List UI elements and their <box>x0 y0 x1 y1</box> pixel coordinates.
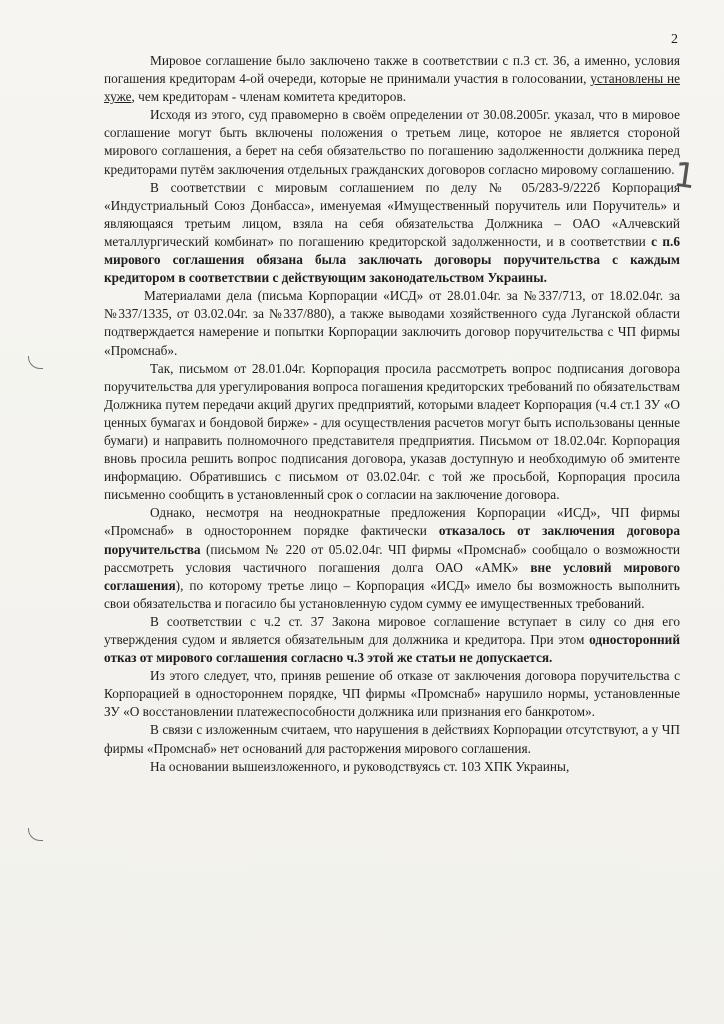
paragraph-p5 <box>104 360 680 505</box>
text-run: На основании вышеизложенного, и руководствуясь ст. 103 ХПК Украины, <box>150 758 570 774</box>
paragraph-p9 <box>104 721 680 757</box>
text-run: Мировое соглашение было заключено также в соответствии с п.3 ст. 36, а именно, условия погашения кредиторам 4-ой очереди, которые не принимали участия в голосовании, <box>104 53 680 87</box>
paragraph-p4 <box>104 287 680 359</box>
text-run: Исходя из этого, суд правомерно в своём определении от 30.08.2005г. указал, что в мировое соглашение могут быть включены положения о третьем лице, которое не является стороной мирового соглашения, а берет на себя обязательство по погашению задолженности должника перед кредиторами путём заключения отдельных гражданских договоров согласно мировому соглашению. <box>104 107 680 177</box>
paragraph-p7 <box>104 613 680 667</box>
text-run: Из этого следует, что, приняв решение об отказе от заключения договора поручительства с Корпорацией в одностороннем порядке, ЧП фирмы «Промснаб» нарушило нормы, установленные ЗУ «О восстановлении платежеспособности должника или признания его банкротом». <box>104 668 680 720</box>
page-number: 2 <box>671 32 678 47</box>
document-body <box>104 52 680 776</box>
margin-bracket-mark <box>28 356 43 369</box>
text-run: отказалось от заключения договора поручительства <box>104 523 680 557</box>
margin-annotation: 1 <box>671 154 699 198</box>
paragraph-p8 <box>104 667 680 721</box>
text-run: вне условий мирового соглашения <box>104 559 680 593</box>
text-run: , чем кредиторам - членам комитета кредиторов. <box>131 89 407 105</box>
paragraph-p10 <box>104 758 680 776</box>
paragraph-p1 <box>104 52 680 106</box>
text-run: установлены не хуже <box>104 71 680 105</box>
text-run: Так, письмом от 28.01.04г. Корпорация просила рассмотреть вопрос подписания договора поручительства для урегулирования вопроса погашения кредиторских требований по обязательствам Должника путем передачи акций других предприятий, которыми владеет Корпорация (ч.4 ст.1 ЗУ «О ценных бумагах и бондовой бирже» - для осуществления расчетов могут быть использованы ценные бумаги) и направить полномочного представителя предприятия. Письмом от 18.02.04г. Корпорация вновь просила решить вопрос подписания договора, указав доступную и необходимую об эмитенте информацию. Обратившись с письмом от 03.02.04г. с той же просьбой, Корпорация просила письменно сообщить в установленный срок о согласии на заключение договора. <box>104 360 680 503</box>
text-run: ), по которому третье лицо – Корпорация «ИСД» имело бы возможность выполнить свои обязательства и погасило бы установленную судом сумму ее имущественных требований. <box>104 577 680 611</box>
text-run: В соответствии с ч.2 ст. 37 Закона мировое соглашение вступает в силу со дня его утверждения судом и является обязательным для должника и кредитора. При этом <box>104 613 680 647</box>
paragraph-p2 <box>104 106 680 178</box>
text-run: В связи с изложенным считаем, что нарушения в действиях Корпорации отсутствуют, а у ЧП фирмы «Промснаб» нет оснований для расторжения мирового соглашения. <box>104 722 680 756</box>
paragraph-p3 <box>104 179 680 288</box>
text-run: с п.6 мирового соглашения обязана была заключать договоры поручительства с каждым кредитором в соответствии с действующим законодательством Украины. <box>104 233 680 286</box>
text-run: Материалами дела (письма Корпорации «ИСД» от 28.01.04г. за №337/713, от 18.02.04г. за №337/1335, от 03.02.04г. за №337/880), а также выводами хозяйственного суда Луганской области подтверждается намерение и попытки Корпорации заключить договор поручительства с ЧП фирмы «Промснаб». <box>104 288 680 358</box>
text-run: (письмом № 220 от 05.02.04г. ЧП фирмы «Промснаб» сообщало о возможности рассмотреть условия частичного погашения долга ОАО «АМК» <box>104 541 680 575</box>
text-run: односторонний отказ от мирового соглашения согласно ч.3 этой же статьи не допускается. <box>104 632 680 666</box>
margin-bracket-mark <box>28 828 43 841</box>
paragraph-p6 <box>104 504 680 613</box>
text-run: Однако, несмотря на неоднократные предложения Корпорации «ИСД», ЧП фирмы «Промснаб» в одностороннем порядке фактически <box>104 505 680 539</box>
text-run: В соответствии с мировым соглашением по делу № 05/283-9/222б Корпорация «Индустриальный Союз Донбасса», именуемая «Имущественный поручитель или Поручитель» и являющаяся третьим лицом, взяла на себя обязательства Должника – ОАО «Алчевский металлургический комбинат» по погашению кредиторской задолженности, и в соответствии <box>104 179 680 249</box>
